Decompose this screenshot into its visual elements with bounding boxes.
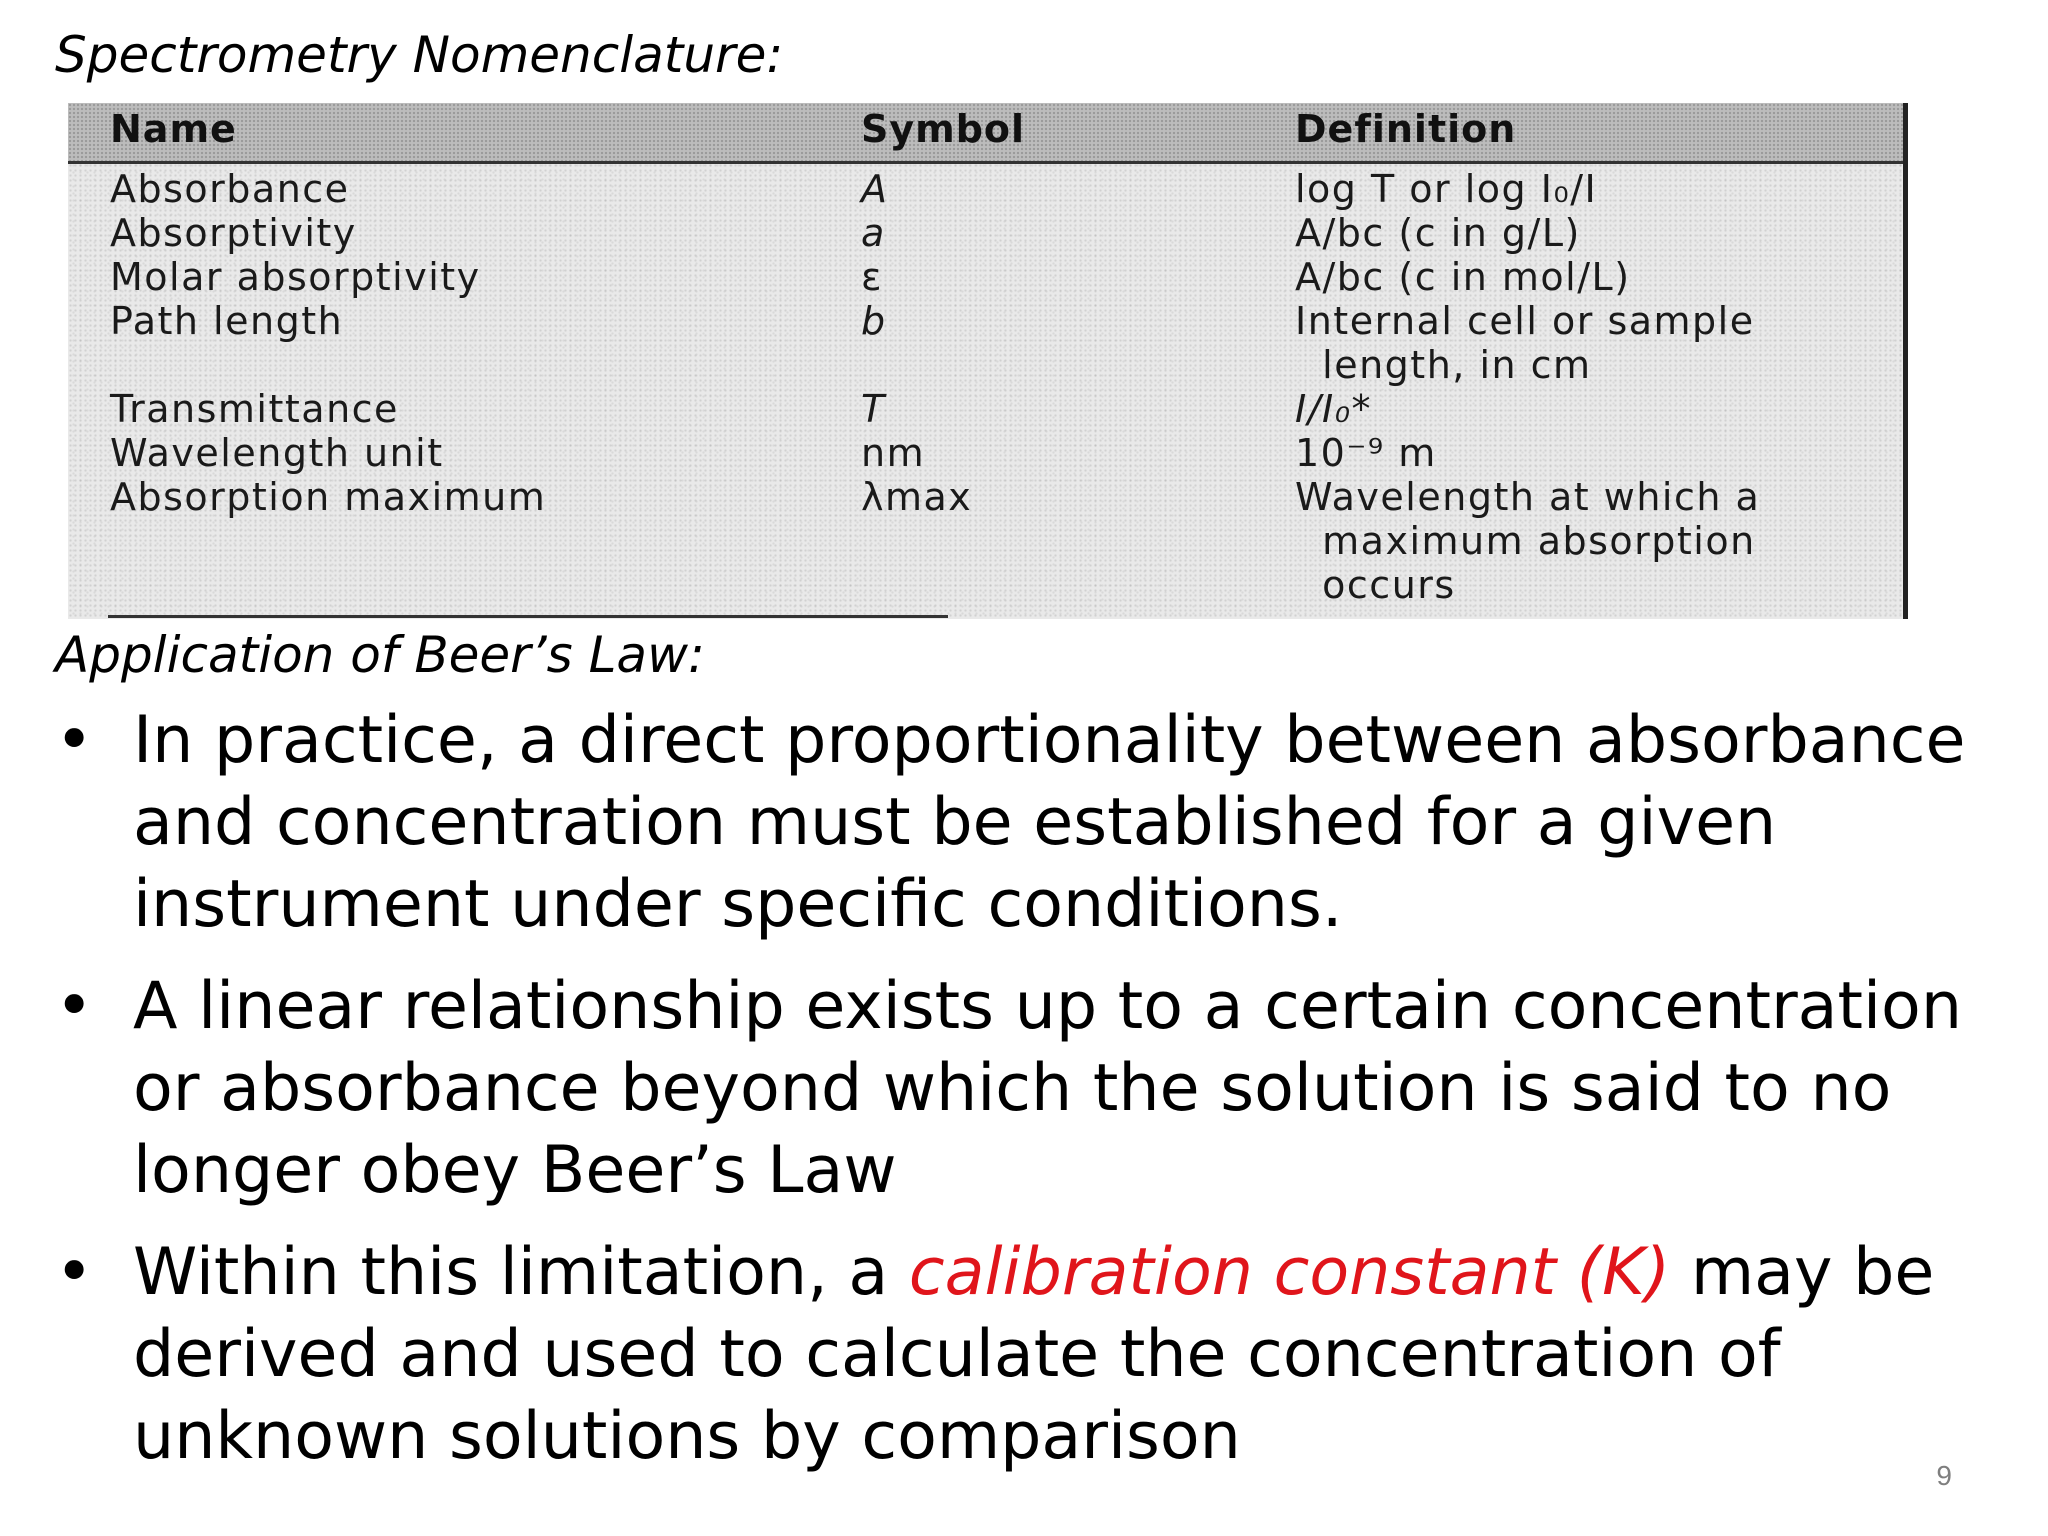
row-name: Absorbance	[110, 167, 350, 211]
nomenclature-table	[68, 103, 1908, 619]
bullet-dot-icon: •	[55, 703, 94, 778]
page-number: 9	[1936, 1460, 1952, 1491]
header-symbol: Symbol	[861, 107, 1026, 151]
highlight-calibration-constant: calibration constant (K)	[908, 1235, 1671, 1310]
heading-application-of-beers-law: Application of Beer’s Law:	[55, 626, 705, 684]
row-name: Wavelength unit	[110, 431, 444, 475]
row-symbol: b	[861, 299, 887, 343]
bullet-item	[55, 966, 2015, 1212]
bullet-text-after: may be derived and used to calculate the concentration of unknown solutions by comparison	[133, 1235, 1935, 1474]
table-bottom-rule	[108, 615, 948, 618]
bullet-list	[55, 700, 2015, 1498]
row-name: Absorption maximum	[110, 475, 547, 519]
row-symbol: nm	[861, 431, 926, 475]
row-symbol: T	[861, 387, 886, 431]
heading-spectrometry-nomenclature: Spectrometry Nomenclature:	[55, 26, 784, 84]
row-definition: log T or log I₀/I	[1295, 167, 1598, 211]
bullet-item	[55, 1232, 2015, 1478]
row-definition: Wavelength at which a maximum absorption occurs	[1295, 475, 1761, 607]
header-definition: Definition	[1295, 107, 1517, 151]
row-name: Absorptivity	[110, 211, 357, 255]
row-name: Path length	[110, 299, 344, 343]
row-definition: I/I₀*	[1295, 387, 1372, 431]
row-name: Molar absorptivity	[110, 255, 481, 299]
bullet-dot-icon: •	[55, 969, 94, 1044]
row-symbol: a	[861, 211, 886, 255]
row-symbol: λmax	[861, 475, 973, 519]
row-symbol: A	[861, 167, 889, 211]
row-name: Transmittance	[110, 387, 399, 431]
row-definition: A/bc (c in mol/L)	[1295, 255, 1631, 299]
row-definition: 10⁻⁹ m	[1295, 431, 1437, 475]
row-definition: A/bc (c in g/L)	[1295, 211, 1581, 255]
bullet-text: A linear relationship exists up to a certain concentration or absorbance beyond which the solution is said to no longer obey Beer’s Law	[133, 969, 1963, 1208]
row-definition: Internal cell or sample length, in cm	[1295, 299, 1755, 387]
row-symbol: ε	[861, 255, 884, 299]
table-header	[68, 103, 1903, 164]
bullet-text: In practice, a direct proportionality between absorbance and concentration must be established for a given instrument under specific conditions.	[133, 703, 1966, 942]
header-name: Name	[110, 107, 237, 151]
bullet-item	[55, 700, 2015, 946]
bullet-text-before: Within this limitation, a	[133, 1235, 909, 1310]
bullet-dot-icon: •	[55, 1235, 94, 1310]
